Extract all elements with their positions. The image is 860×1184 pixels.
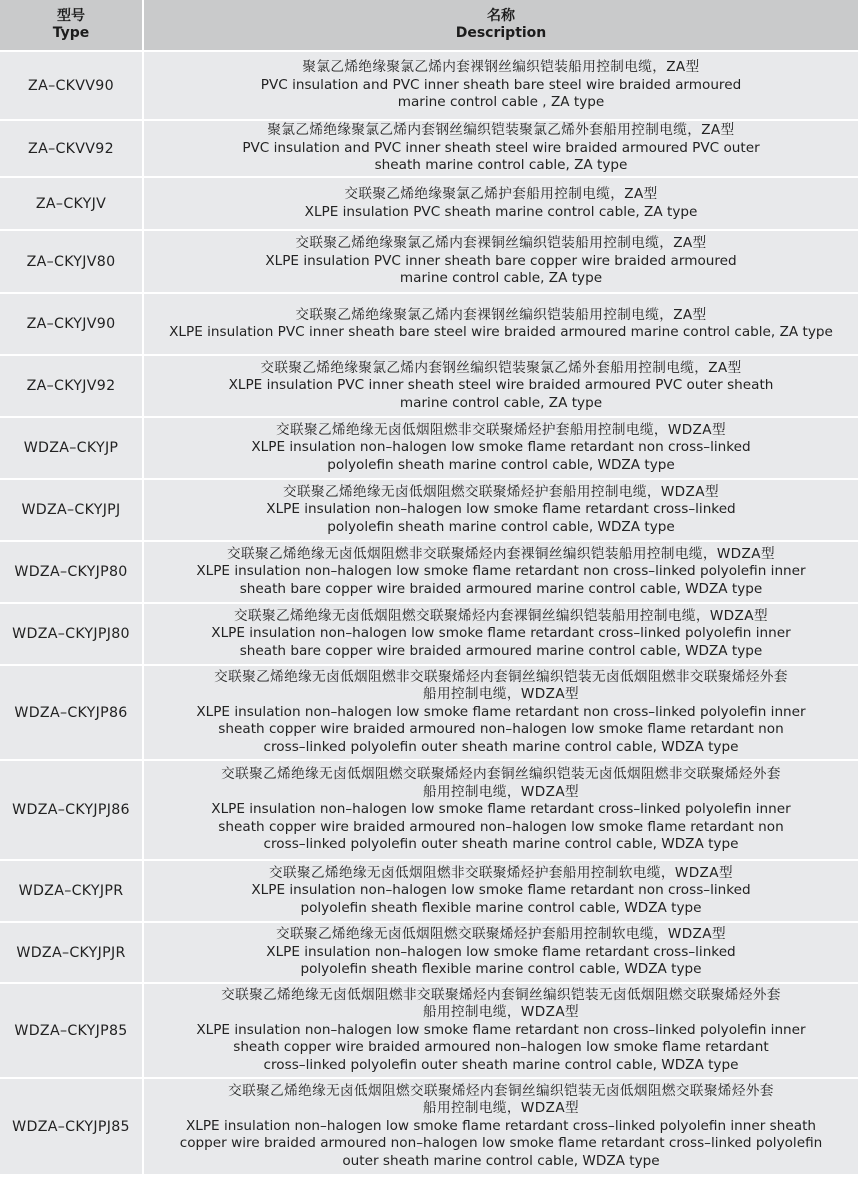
description-line: 船用控制电缆，WDZA型 xyxy=(422,1004,580,1021)
description-line: 交联聚乙烯绝缘无卤低烟阻燃非交联聚烯烃内套铜丝编织铠装无卤低烟阻燃交联聚烯烃外套 xyxy=(221,986,781,1003)
header-type-en: Type xyxy=(52,25,90,41)
header-description xyxy=(144,0,860,52)
description-line: sheath bare copper wire braided armoured marine control cable, WDZA type xyxy=(239,580,763,597)
header-type-cn: 型号 xyxy=(57,8,85,24)
description-line: 交联聚乙烯绝缘无卤低烟阻燃交联聚烯烃内套铜丝编织铠装无卤低烟阻燃交联聚烯烃外套 xyxy=(228,1082,774,1099)
description-line: 船用控制电缆，WDZA型 xyxy=(422,686,580,703)
description-line: 交联聚乙烯绝缘无卤低烟阻燃交联聚烯烃内套裸铜丝编织铠装船用控制电缆，WDZA型 xyxy=(234,607,768,624)
type-cell: ZA–CKYJV80 xyxy=(0,231,144,294)
description-line: XLPE insulation non–halogen low smoke flame retardant non cross–linked polyolefin inner xyxy=(196,703,806,720)
description-line: cross–linked polyolefin outer sheath marine control cable, WDZA type xyxy=(263,1056,739,1073)
description-line: 船用控制电缆，WDZA型 xyxy=(422,1100,580,1117)
description-line: XLPE insulation non–halogen low smoke flame retardant non cross–linked polyolefin inner xyxy=(196,1021,806,1038)
type-cell: WDZA–CKYJPJ80 xyxy=(0,604,144,666)
description-cell xyxy=(144,923,860,984)
description-line: XLPE insulation non–halogen low smoke flame retardant non cross–linked polyolefin inner xyxy=(196,563,806,580)
description-cell xyxy=(144,604,860,666)
type-cell: WDZA–CKYJPJR xyxy=(0,923,144,984)
description-line: XLPE insulation non–halogen low smoke flame retardant cross–linked polyolefin inner xyxy=(211,625,791,642)
description-line: marine control cable, ZA type xyxy=(399,270,603,287)
description-line: XLPE insulation PVC inner sheath steel wire braided armoured PVC outer sheath xyxy=(228,377,774,394)
header-desc-en: Description xyxy=(455,25,547,41)
header-type xyxy=(0,0,144,52)
description-line: XLPE insulation non–halogen low smoke flame retardant non cross–linked xyxy=(251,882,751,899)
description-cell xyxy=(144,418,860,480)
description-cell xyxy=(144,294,860,356)
description-line: 交联聚乙烯绝缘聚氯乙烯内套裸铜丝编织铠装船用控制电缆，ZA型 xyxy=(295,235,707,252)
description-cell xyxy=(144,480,860,542)
type-cell: WDZA–CKYJP80 xyxy=(0,542,144,604)
description-line: 聚氯乙烯绝缘聚氯乙烯内套裸钢丝编织铠装船用控制电缆，ZA型 xyxy=(302,59,700,76)
type-cell: ZA–CKYJV90 xyxy=(0,294,144,356)
description-cell xyxy=(144,984,860,1079)
description-line: sheath bare copper wire braided armoured marine control cable, WDZA type xyxy=(239,642,763,659)
header-desc-cn: 名称 xyxy=(487,8,515,24)
description-line: cross–linked polyolefin outer sheath marine control cable, WDZA type xyxy=(263,836,739,853)
type-cell: WDZA–CKYJP86 xyxy=(0,666,144,761)
description-line: polyolefin sheath marine control cable, WDZA type xyxy=(327,518,675,535)
type-cell: ZA–CKYJV xyxy=(0,178,144,231)
description-line: XLPE insulation PVC sheath marine control cable, ZA type xyxy=(304,203,698,220)
description-line: 交联聚乙烯绝缘聚氯乙烯护套船用控制电缆，ZA型 xyxy=(344,186,658,203)
type-cell: WDZA–CKYJP xyxy=(0,418,144,480)
type-cell: ZA–CKVV90 xyxy=(0,52,144,121)
description-line: marine control cable, ZA type xyxy=(399,394,603,411)
description-cell xyxy=(144,666,860,761)
description-line: PVC insulation and PVC inner sheath steel wire braided armoured PVC outer xyxy=(242,139,760,156)
description-line: XLPE insulation PVC inner sheath bare steel wire braided armoured marine control cable, ZA type xyxy=(169,324,833,340)
description-cell xyxy=(144,231,860,294)
description-line: XLPE insulation PVC inner sheath bare copper wire braided armoured xyxy=(265,252,737,269)
description-line: XLPE insulation non–halogen low smoke flame retardant cross–linked xyxy=(266,943,736,960)
description-line: 船用控制电缆，WDZA型 xyxy=(422,783,580,800)
description-line: 交联聚乙烯绝缘无卤低烟阻燃非交联聚烯烃护套船用控制软电缆，WDZA型 xyxy=(269,864,733,881)
description-line: copper wire braided armoured non–halogen low smoke flame retardant cross–linked polyolefin xyxy=(179,1135,823,1152)
description-line: sheath copper wire braided armoured non–halogen low smoke flame retardant non xyxy=(218,721,784,738)
description-cell xyxy=(144,121,860,178)
description-cell xyxy=(144,1079,860,1176)
description-line: XLPE insulation non–halogen low smoke flame retardant non cross–linked xyxy=(251,439,751,456)
description-line: polyolefin sheath flexible marine control cable, WDZA type xyxy=(300,961,702,978)
description-line: 聚氯乙烯绝缘聚氯乙烯内套钢丝编织铠装聚氯乙烯外套船用控制电缆，ZA型 xyxy=(267,122,735,139)
description-line: outer sheath marine control cable, WDZA type xyxy=(342,1152,660,1169)
description-line: PVC insulation and PVC inner sheath bare steel wire braided armoured xyxy=(260,76,742,93)
description-line: 交联聚乙烯绝缘无卤低烟阻燃交联聚烯烃护套船用控制软电缆，WDZA型 xyxy=(276,926,726,943)
type-cell: WDZA–CKYJPJ86 xyxy=(0,761,144,861)
type-cell: ZA–CKVV92 xyxy=(0,121,144,178)
description-line: XLPE insulation non–halogen low smoke flame retardant cross–linked polyolefin inner sheath xyxy=(185,1117,817,1134)
description-line: XLPE insulation non–halogen low smoke flame retardant cross–linked polyolefin inner xyxy=(211,801,791,818)
description-line: 交联聚乙烯绝缘聚氯乙烯内套钢丝编织铠装聚氯乙烯外套船用控制电缆，ZA型 xyxy=(260,359,742,376)
description-cell xyxy=(144,178,860,231)
description-line: 交联聚乙烯绝缘聚氯乙烯内套裸钢丝编织铠装船用控制电缆，ZA型 xyxy=(295,306,707,323)
description-cell xyxy=(144,861,860,923)
description-line: polyolefin sheath marine control cable, WDZA type xyxy=(327,456,675,473)
description-line: 交联聚乙烯绝缘无卤低烟阻燃非交联聚烯烃内套铜丝编织铠装无卤低烟阻燃非交联聚烯烃外套 xyxy=(214,668,788,685)
description-line: cross–linked polyolefin outer sheath marine control cable, WDZA type xyxy=(263,738,739,755)
description-line: sheath copper wire braided armoured non–halogen low smoke flame retardant non xyxy=(218,818,784,835)
description-cell xyxy=(144,542,860,604)
description-cell xyxy=(144,356,860,418)
type-cell: ZA–CKYJV92 xyxy=(0,356,144,418)
description-line: 交联聚乙烯绝缘无卤低烟阻燃非交联聚烯烃护套船用控制电缆，WDZA型 xyxy=(276,421,726,438)
description-line: 交联聚乙烯绝缘无卤低烟阻燃交联聚烯烃内套铜丝编织铠装无卤低烟阻燃非交联聚烯烃外套 xyxy=(221,766,781,783)
type-cell: WDZA–CKYJPJ xyxy=(0,480,144,542)
description-line: sheath marine control cable, ZA type xyxy=(374,157,628,174)
type-cell: WDZA–CKYJPR xyxy=(0,861,144,923)
description-line: marine control cable , ZA type xyxy=(397,94,605,111)
description-line: XLPE insulation non–halogen low smoke flame retardant cross–linked xyxy=(266,501,736,518)
description-cell xyxy=(144,761,860,861)
description-line: polyolefin sheath flexible marine control cable, WDZA type xyxy=(300,899,702,916)
type-cell: WDZA–CKYJP85 xyxy=(0,984,144,1079)
type-cell: WDZA–CKYJPJ85 xyxy=(0,1079,144,1176)
description-cell xyxy=(144,52,860,121)
description-line: 交联聚乙烯绝缘无卤低烟阻燃交联聚烯烃护套船用控制电缆，WDZA型 xyxy=(283,483,719,500)
description-line: 交联聚乙烯绝缘无卤低烟阻燃非交联聚烯烃内套裸铜丝编织铠装船用控制电缆，WDZA型 xyxy=(227,545,775,562)
description-line: sheath copper wire braided armoured non–halogen low smoke flame retardant xyxy=(233,1039,769,1056)
